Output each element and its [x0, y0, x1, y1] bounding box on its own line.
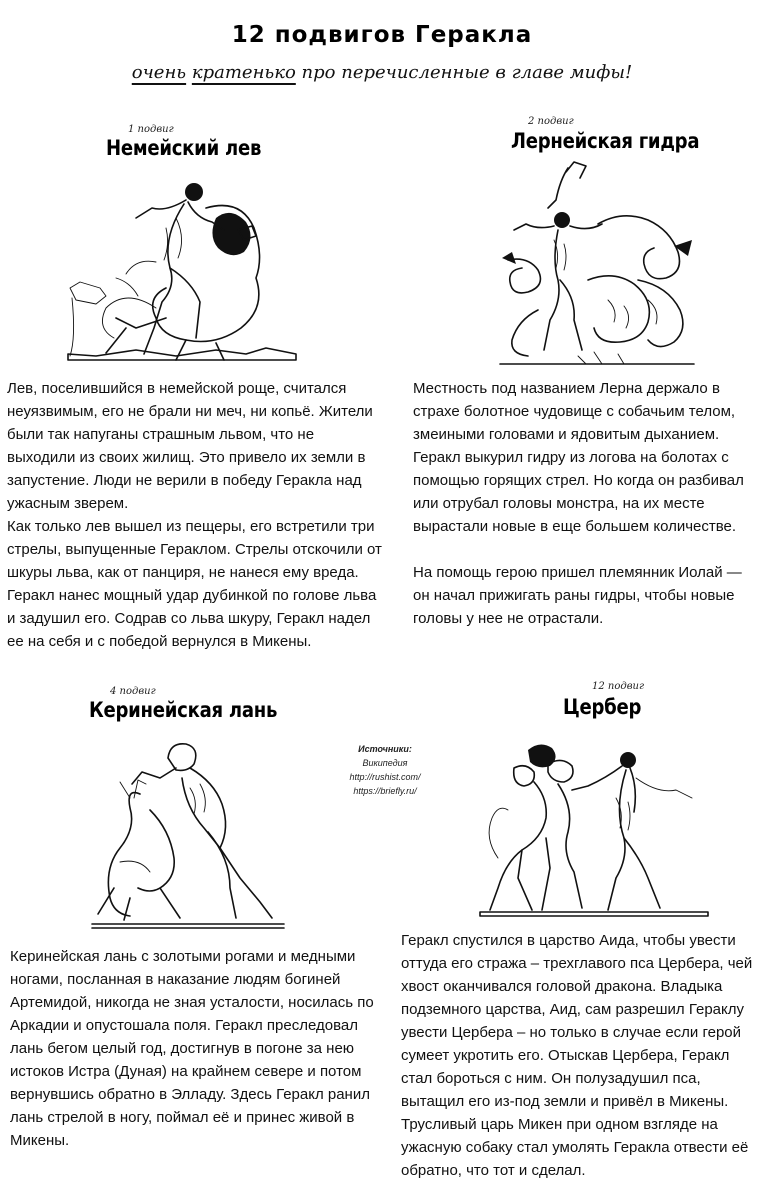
feat-1-title: Немейский лев	[106, 136, 262, 160]
feat-12-number: 12 подвиг	[592, 681, 645, 692]
feat-1-paragraph-1: Лев, поселившийся в немейской роще, считался неуязвимым, его не брали ни меч, ни копьё. Жители были так напуганы страшным львом, что не выходили из своих жилищ. Это привело их земли в запустение. Люди не верили в победу Геракла над ужасным зверем.	[7, 380, 373, 512]
page-title: 12 подвигов Геракла	[231, 22, 533, 48]
source-link[interactable]: http://rushist.com/	[349, 772, 421, 782]
subtitle-word-1: очень	[131, 62, 187, 83]
feat-1-text	[7, 377, 382, 653]
page-subtitle	[0, 62, 764, 83]
feat-1-paragraph-2: Как только лев вышел из пещеры, его встретили три стрелы, выпущенные Гераклом. Стрелы отскочили от шкуры льва, как от панциря, не нанеся ему вреда. Геракл нанес мощный удар дубинкой по голове льва и задушил его. Содрав со льва шкуру, Геракл надел ее на себя и с победой вернулся в Микены.	[7, 518, 382, 650]
feat-4-number: 4 подвиг	[110, 686, 156, 697]
feat-2-text	[413, 377, 755, 630]
feat-2-paragraph-2: На помощь герою пришел племянник Иолай — он начал прижигать раны гидры, чтобы новые головы у нее не отрастали.	[413, 564, 742, 627]
sources-heading: Источники:	[358, 744, 412, 754]
feat-1-number: 1 подвиг	[128, 124, 174, 135]
source-item: Википедия	[362, 758, 408, 768]
heracles-cerberus-illustration	[478, 738, 712, 918]
source-link[interactable]: https://briefly.ru/	[353, 786, 417, 796]
heracles-hydra-illustration	[498, 160, 696, 370]
feat-2-number: 2 подвиг	[528, 116, 574, 127]
heracles-lion-illustration	[66, 178, 298, 368]
heracles-hind-illustration	[90, 738, 286, 932]
subtitle-word-2: кратенько	[191, 62, 296, 83]
sources-block	[330, 742, 440, 798]
subtitle-rest: про перечисленные в главе мифы!	[301, 62, 633, 83]
feat-12-paragraph-1: Геракл спустился в царство Аида, чтобы увести оттуда его стража – трехглавого пса Цербера, чей хвост оканчивался головой дракона. Владыка подземного царства, Аид, сам разрешил Гераклу увести Цербера – но только в случае если герой сумеет укротить его. Отыскав Цербера, Геракл стал бороться с ним. Он полузадушил пса, вытащил его из-под земли и привёл в Микены. Трусливый царь Микен при одном взгляде на ужасную собаку стал умолять Геракла отвести её обратно, что тот и сделал.	[401, 932, 753, 1179]
feat-4-paragraph-1: Керинейская лань с золотыми рогами и медными ногами, посланная в наказание людям богиней Артемидой, никогда не зная усталости, носилась по Аркадии и опустошала поля. Геракл преследовал лань бегом целый год, достигнув в погоне за нею истоков Истра (Дуная) на крайнем севере и потом вернувшись обратно в Элладу. Здесь Геракл ранил лань стрелой в ногу, поймал её и принес живой в Микены.	[10, 948, 374, 1149]
feat-2-paragraph-1: Местность под названием Лерна держало в страхе болотное чудовище с собачьим телом, змеиными головами и ядовитым дыханием. Геракл выкурил гидру из логова на болотах с помощью горящих стрел. Но когда он разбивал или отрубал головы монстра, на их месте вырастали новые в еще большем количестве.	[413, 380, 744, 535]
feat-12-title: Цербер	[563, 695, 642, 719]
feat-4-text	[10, 945, 380, 1152]
feat-12-text	[401, 929, 757, 1182]
feat-2-title: Лернейская гидра	[511, 129, 700, 153]
feat-4-title: Керинейская лань	[89, 698, 278, 722]
